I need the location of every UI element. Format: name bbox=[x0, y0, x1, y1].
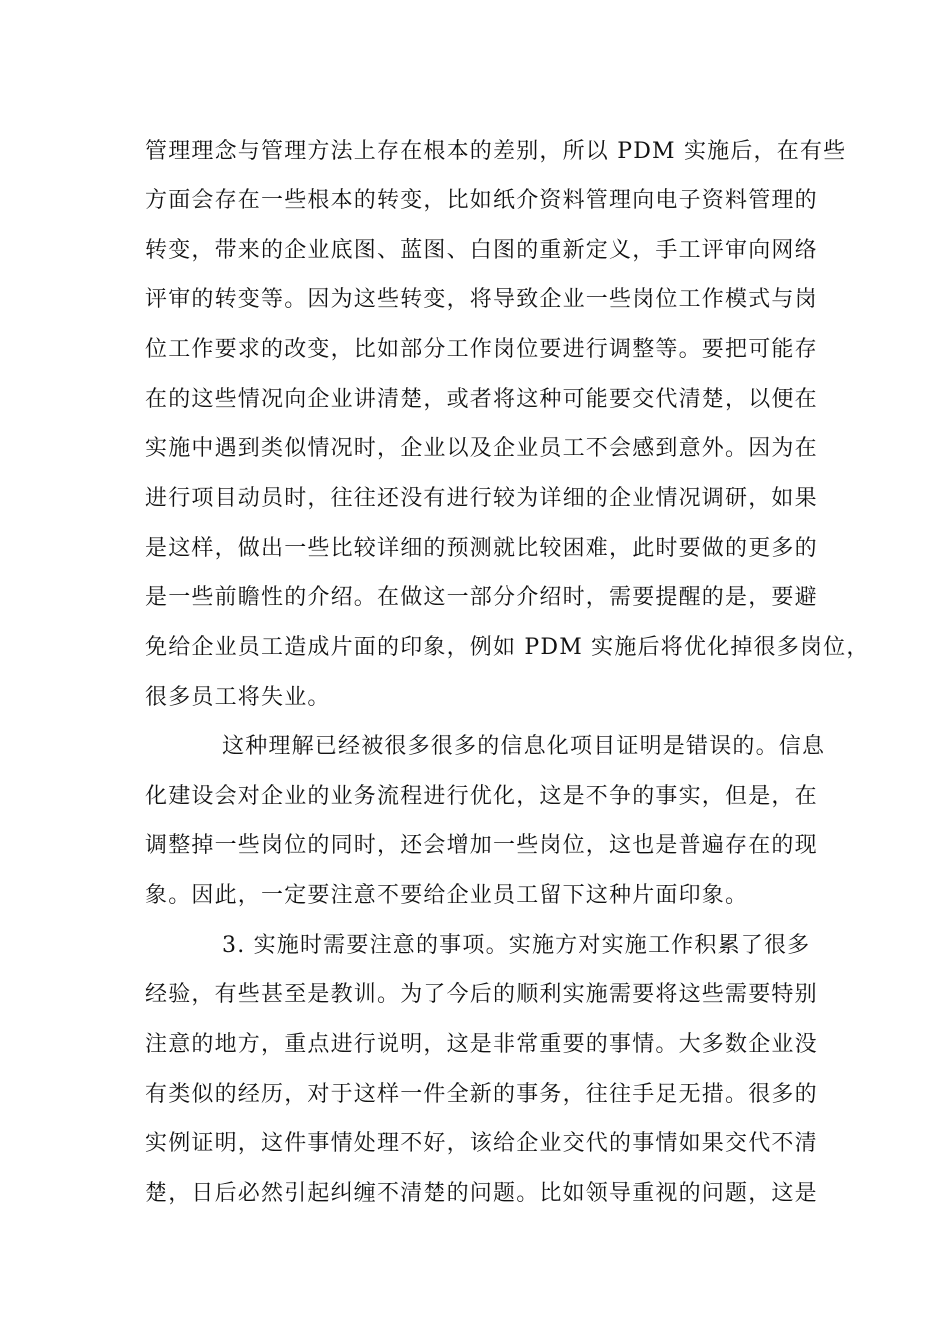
text-line: 免给企业员工造成片面的印象，例如 PDM 实施后将优化掉很多岗位， bbox=[145, 635, 870, 660]
text-line: 调整掉一些岗位的同时，还会增加一些岗位，这也是普遍存在的现 bbox=[145, 833, 818, 858]
text-line: 经验，有些甚至是教训。为了今后的顺利实施需要将这些需要特别 bbox=[145, 982, 818, 1007]
text-line: 转变，带来的企业底图、蓝图、白图的重新定义，手工评审向网络 bbox=[145, 238, 818, 263]
text-line: 化建设会对企业的业务流程进行优化，这是不争的事实，但是，在 bbox=[145, 784, 818, 809]
paragraph-first-line: 这种理解已经被很多很多的信息化项目证明是错误的。信息 bbox=[222, 734, 826, 759]
text-line: 是一些前瞻性的介绍。在做这一部分介绍时，需要提醒的是，要避 bbox=[145, 585, 818, 610]
text-line: 注意的地方，重点进行说明，这是非常重要的事情。大多数企业没 bbox=[145, 1032, 818, 1057]
text-line: 管理理念与管理方法上存在根本的差别，所以 PDM 实施后，在有些 bbox=[145, 139, 847, 164]
text-line: 有类似的经历，对于这样一件全新的事务，往往手足无措。很多的 bbox=[145, 1082, 818, 1107]
text-line: 实例证明，这件事情处理不好，该给企业交代的事情如果交代不清 bbox=[145, 1131, 818, 1156]
paragraph-first-line: 3. 实施时需要注意的事项。实施方对实施工作积累了很多 bbox=[222, 933, 811, 958]
text-line: 是这样，做出一些比较详细的预测就比较困难，此时要做的更多的 bbox=[145, 536, 818, 561]
text-line: 评审的转变等。因为这些转变，将导致企业一些岗位工作模式与岗 bbox=[145, 287, 818, 312]
text-line: 楚，日后必然引起纠缠不清楚的问题。比如领导重视的问题，这是 bbox=[145, 1181, 818, 1206]
text-line: 进行项目动员时，往往还没有进行较为详细的企业情况调研，如果 bbox=[145, 486, 818, 511]
text-line: 很多员工将失业。 bbox=[145, 685, 331, 710]
text-line: 实施中遇到类似情况时，企业以及企业员工不会感到意外。因为在 bbox=[145, 436, 818, 461]
text-line: 在的这些情况向企业讲清楚，或者将这种可能要交代清楚，以便在 bbox=[145, 387, 818, 412]
text-line: 位工作要求的改变，比如部分工作岗位要进行调整等。要把可能存 bbox=[145, 337, 818, 362]
text-line: 方面会存在一些根本的转变，比如纸介资料管理向电子资料管理的 bbox=[145, 188, 818, 213]
text-line: 象。因此，一定要注意不要给企业员工留下这种片面印象。 bbox=[145, 883, 749, 908]
